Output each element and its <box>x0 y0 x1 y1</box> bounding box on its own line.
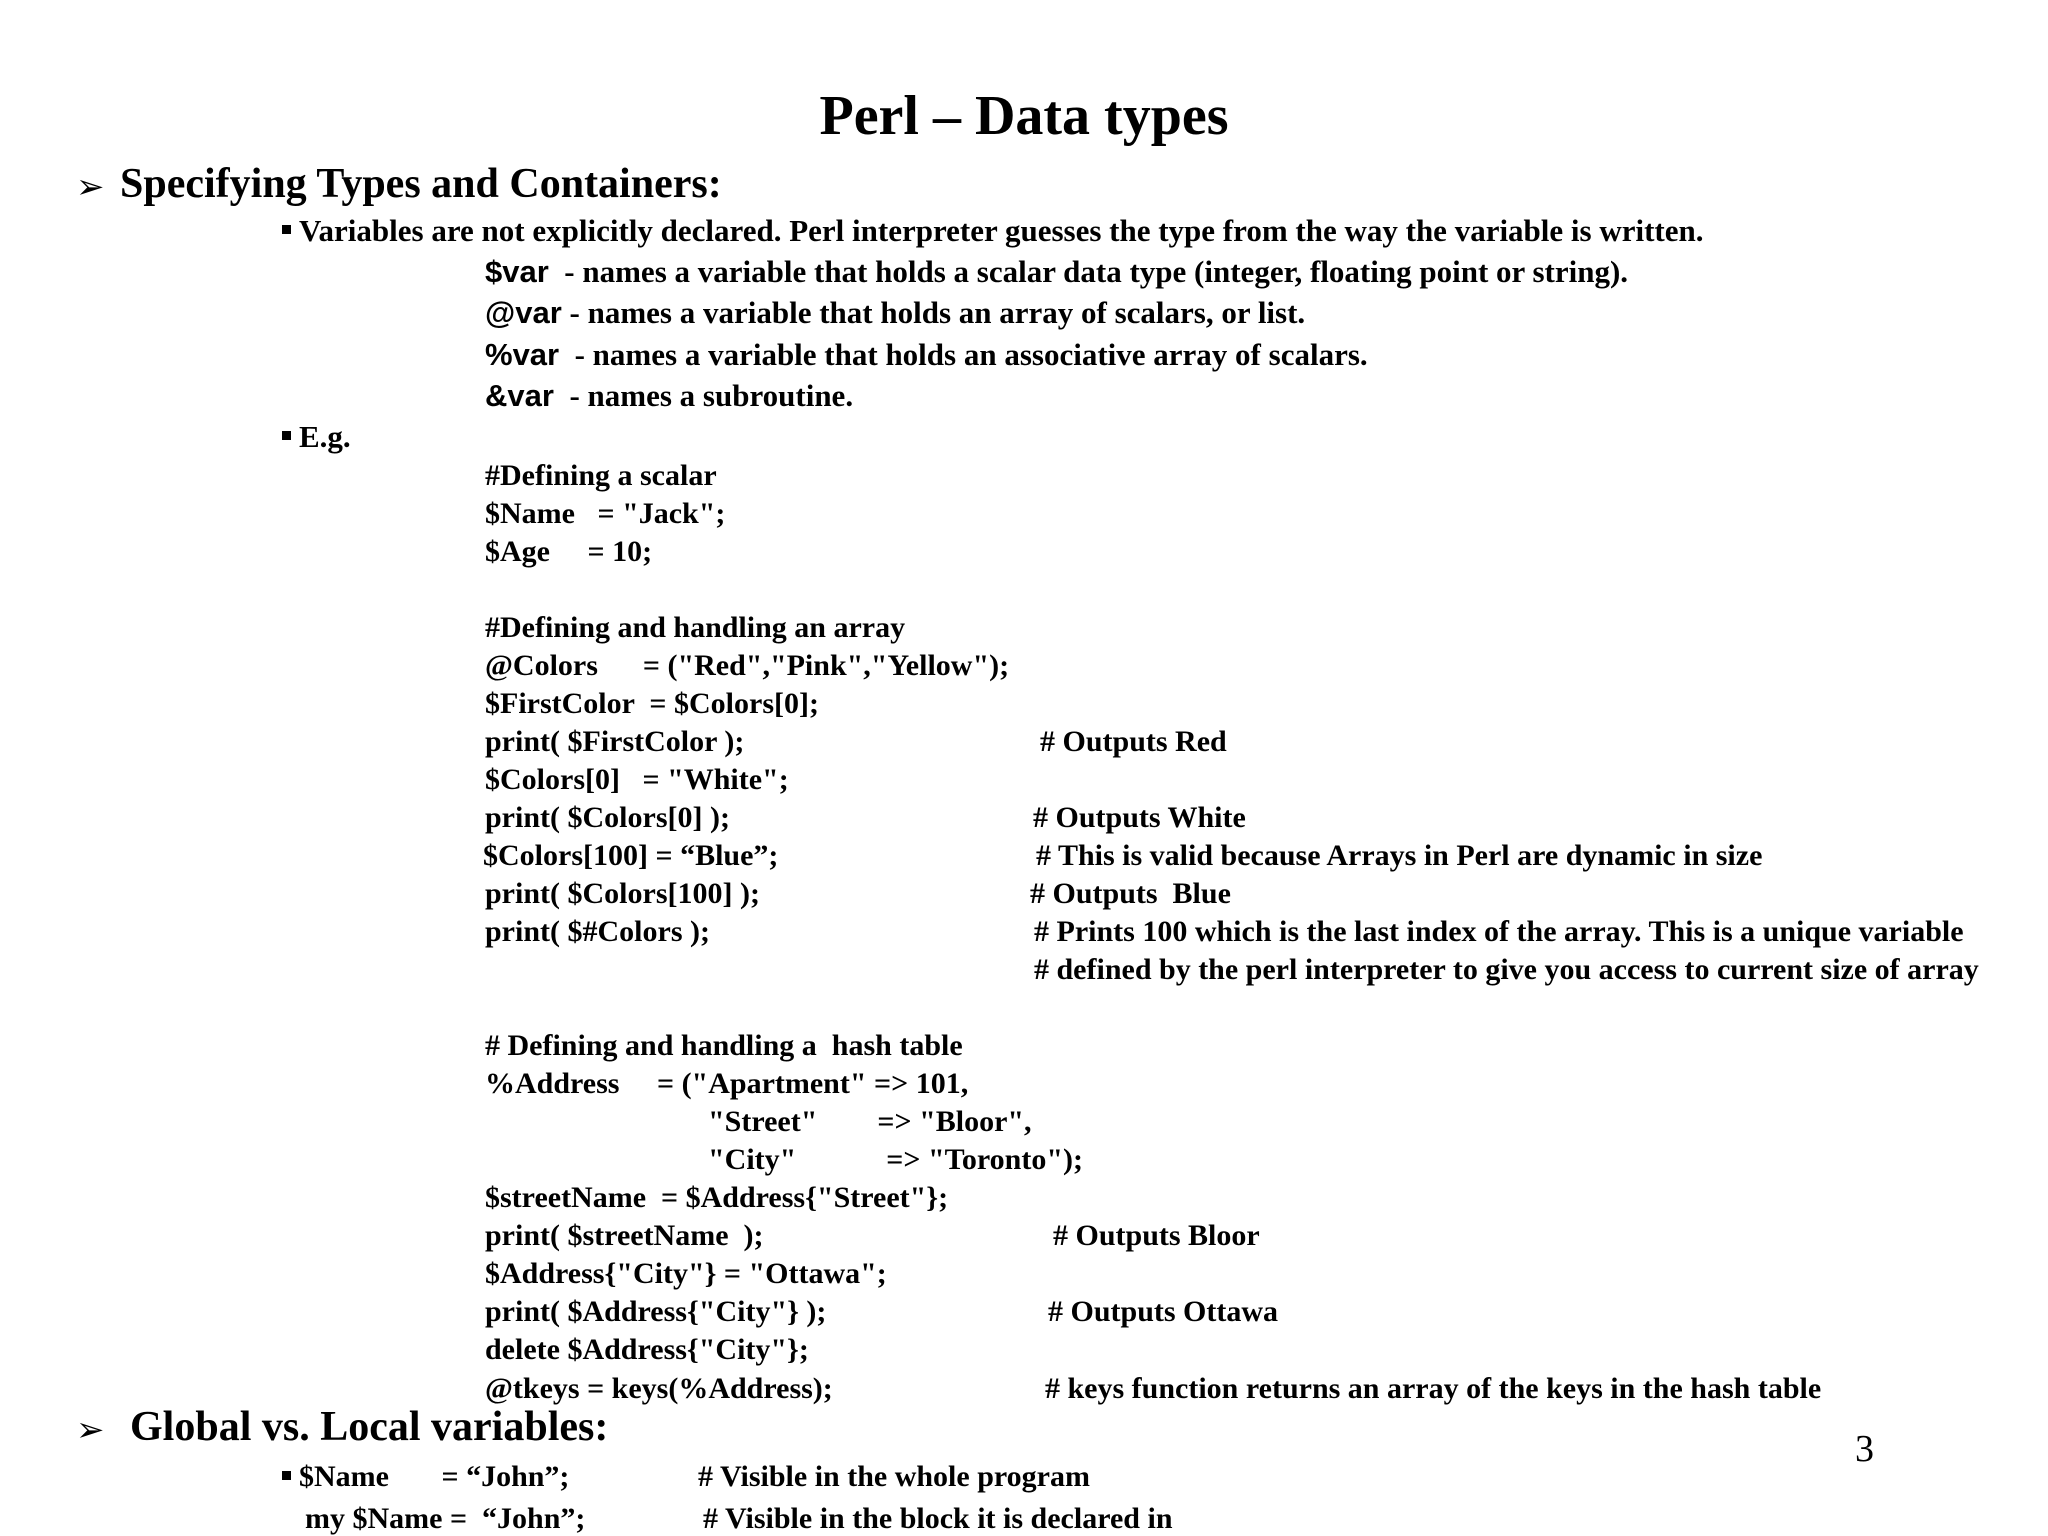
code-line: $FirstColor = $Colors[0]; <box>485 687 819 720</box>
code-line: $Name = "Jack"; <box>485 497 726 530</box>
code-comment: # Prints 100 which is the last index of the array. This is a unique variable <box>1034 915 1964 948</box>
code-line: @Colors = ("Red","Pink","Yellow"); <box>485 649 1010 682</box>
scope-line-global <box>282 1462 569 1492</box>
square-bullet-icon <box>282 225 291 234</box>
code-comment: # Outputs White <box>1033 801 1246 834</box>
code-line: $streetName = $Address{"Street"}; <box>485 1181 949 1214</box>
sigil-line-array <box>485 297 1305 328</box>
bullet-item-declaration <box>282 215 1704 246</box>
sigil-line-subroutine <box>485 380 853 411</box>
code-line: $Colors[100] = “Blue”; <box>483 839 779 872</box>
square-bullet-icon <box>282 431 291 440</box>
bullet-text: Variables are not explicitly declared. Perl interpreter guesses the type from the way the variable is written. <box>299 213 1704 248</box>
sigil-name: %var <box>485 337 560 372</box>
sigil-name: @var <box>485 295 562 330</box>
code-comment: # This is valid because Arrays in Perl are dynamic in size <box>1036 839 1763 872</box>
code-line: $Colors[0] = "White"; <box>485 763 789 796</box>
arrow-bullet-icon: ➢ <box>76 167 105 207</box>
sigil-description: - names a variable that holds an array of scalars, or list. <box>561 295 1306 330</box>
slide-title: Perl – Data types <box>819 85 1229 147</box>
code-line: print( $Colors[100] ); <box>485 877 760 910</box>
code-comment: # Outputs Bloor <box>1053 1219 1260 1252</box>
code-line: #Defining and handling an array <box>485 611 906 644</box>
code-line: $Address{"City"} = "Ottawa"; <box>485 1257 887 1290</box>
code-line: print( $FirstColor ); <box>485 725 745 758</box>
code-line: %Address = ("Apartment" => 101, <box>485 1067 969 1100</box>
sigil-line-hash <box>485 339 1368 370</box>
code-line: print( $#Colors ); <box>485 915 710 948</box>
code-line: # Defining and handling a hash table <box>485 1029 963 1062</box>
scope-comment: # Visible in the whole program <box>698 1460 1090 1493</box>
section-heading-types: Specifying Types and Containers: <box>120 161 722 207</box>
code-line: #Defining a scalar <box>485 459 717 492</box>
code-line: $Age = 10; <box>485 535 653 568</box>
scope-comment: # Visible in the block it is declared in <box>703 1502 1173 1535</box>
code-line: @tkeys = keys(%Address); <box>485 1372 833 1405</box>
code-comment: # Outputs Blue <box>1030 877 1231 910</box>
sigil-line-scalar <box>485 256 1628 287</box>
code-comment: # Outputs Ottawa <box>1048 1295 1279 1328</box>
code-line: "Street" => "Bloor", <box>708 1105 1032 1138</box>
code-comment: # keys function returns an array of the keys in the hash table <box>1045 1372 1822 1405</box>
sigil-description: - names a variable that holds a scalar data type (integer, floating point or string). <box>548 254 1629 289</box>
code-line: print( $Address{"City"} ); <box>485 1295 827 1328</box>
bullet-item-example <box>282 421 351 452</box>
code-line: delete $Address{"City"}; <box>485 1333 809 1366</box>
code-comment: # Outputs Red <box>1040 725 1227 758</box>
square-bullet-icon <box>282 1471 291 1480</box>
sigil-description: - names a subroutine. <box>553 378 854 413</box>
scope-code: $Name = “John”; <box>299 1460 570 1493</box>
code-line: print( $Colors[0] ); <box>485 801 730 834</box>
sigil-name: $var <box>485 254 549 289</box>
sigil-description: - names a variable that holds an associative array of scalars. <box>559 337 1368 372</box>
example-label: E.g. <box>299 419 351 454</box>
code-line: "City" => "Toronto"); <box>708 1143 1083 1176</box>
code-comment: # defined by the perl interpreter to give you access to current size of array <box>1034 953 1979 986</box>
section-heading-scope: Global vs. Local variables: <box>130 1404 609 1450</box>
sigil-name: &var <box>485 378 554 413</box>
scope-line-local: my $Name = “John”; <box>305 1502 586 1535</box>
arrow-bullet-icon: ➢ <box>76 1410 105 1450</box>
code-line: print( $streetName ); <box>485 1219 764 1252</box>
page-number: 3 <box>1855 1428 1874 1470</box>
